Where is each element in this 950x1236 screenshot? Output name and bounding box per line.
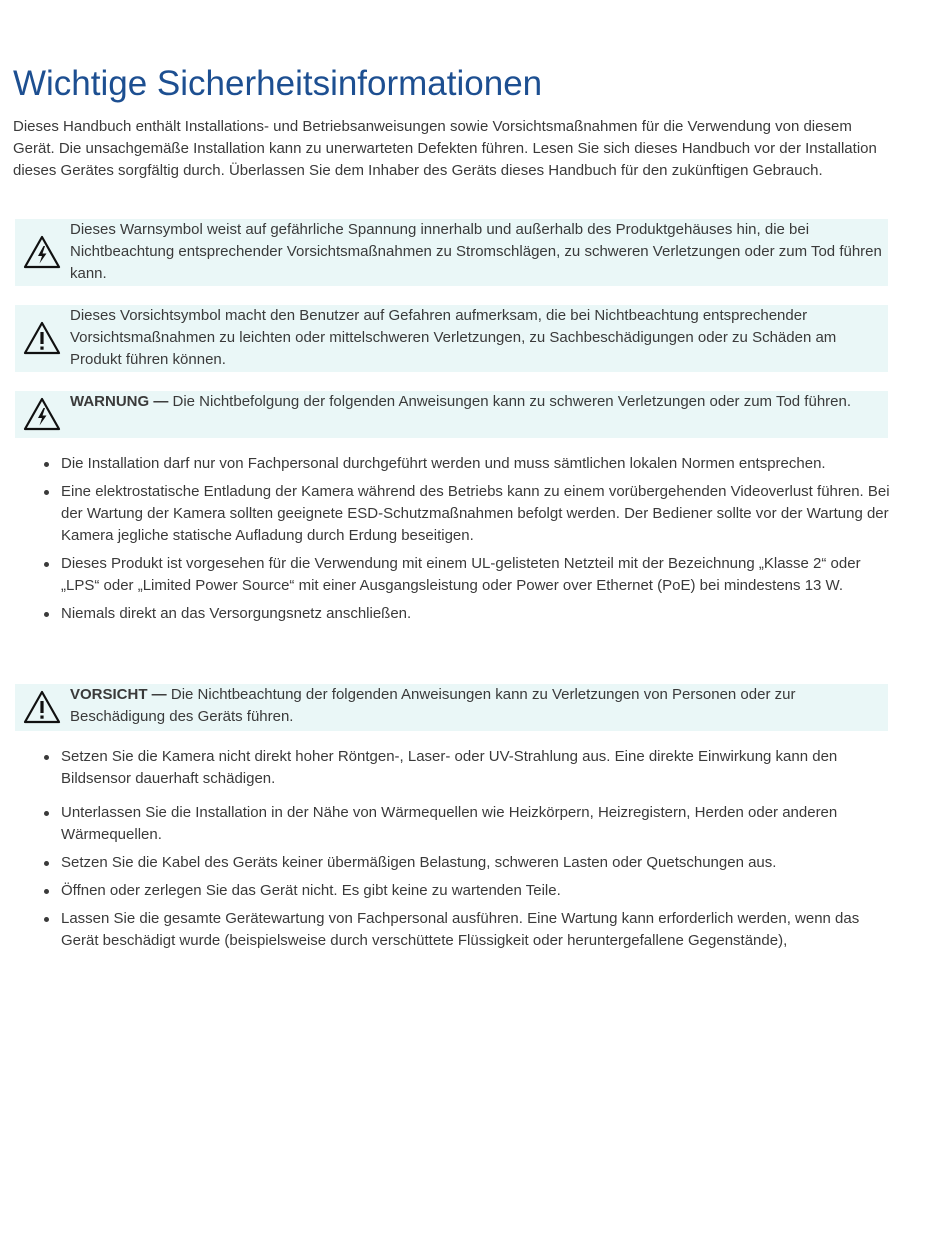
caution-list — [13, 746, 893, 952]
list-item: Lassen Sie die gesamte Gerätewartung von Fachpersonal ausführen. Eine Wartung kann erforderlich werden, wenn das Gerät beschädigt wurde (beispielsweise durch verschüttete Flüssigkeit oder heruntergefallene Gegenstände), — [13, 908, 893, 952]
list-item: Setzen Sie die Kamera nicht direkt hoher Röntgen-, Laser- oder UV-Strahlung aus. Eine direkte Einwirkung kann den Bildsensor dauerhaft schädigen. — [13, 746, 893, 790]
voltage-notice-text: Dieses Warnsymbol weist auf gefährliche Spannung innerhalb und außerhalb des Produktgehäuses hin, die bei Nichtbeachtung entsprechender Vorsichtsmaßnahmen zu Stromschlägen, zu schweren Verletzungen oder zum Tod führen kann. — [70, 221, 882, 282]
list-item: Öffnen oder zerlegen Sie das Gerät nicht. Es gibt keine zu wartenden Teile. — [13, 880, 893, 902]
electrical-hazard-icon — [23, 397, 61, 431]
caution-exclamation-icon — [23, 690, 61, 724]
intro-paragraph: Dieses Handbuch enthält Installations- und Betriebsanweisungen sowie Vorsichtsmaßnahmen für die Verwendung von diesem Gerät. Die unsachgemäße Installation kann zu unerwarteten Defekten führen. Lesen Sie sich dieses Handbuch vor der Installation dieses Gerätes sorgfältig durch. Überlassen Sie dem Inhaber des Geräts dieses Handbuch für den zukünftigen Gebrauch. — [13, 118, 877, 179]
caution-symbol-notice-text: Dieses Vorsichtsymbol macht den Benutzer auf Gefahren aufmerksam, die bei Nichtbeachtung entsprechender Vorsichtsmaßnahmen zu leichten oder mittelschweren Verletzungen, zu Sachbeschädigungen oder zu Schäden am Produkt führen können. — [70, 307, 837, 368]
voltage-notice — [15, 219, 888, 286]
list-item: Die Installation darf nur von Fachpersonal durchgeführt werden und muss sämtlichen lokalen Normen entsprechen. — [13, 453, 893, 475]
caution-notice — [15, 684, 888, 731]
electrical-hazard-icon — [23, 235, 61, 269]
list-item: Setzen Sie die Kabel des Geräts keiner übermäßigen Belastung, schweren Lasten oder Quetschungen aus. — [13, 852, 893, 874]
list-item: Unterlassen Sie die Installation in der Nähe von Wärmequellen wie Heizkörpern, Heizregistern, Herden oder anderen Wärmequellen. — [13, 802, 893, 846]
list-item: Dieses Produkt ist vorgesehen für die Verwendung mit einem UL-gelisteten Netzteil mit der Bezeichnung „Klasse 2“ oder „LPS“ oder „Limited Power Source“ mit einer Ausgangsleistung oder Power over Ethernet (PoE) bei mindestens 13 W. — [13, 553, 893, 597]
warning-list — [13, 453, 893, 625]
caution-text: Die Nichtbeachtung der folgenden Anweisungen kann zu Verletzungen von Personen oder zur Beschädigung des Geräts führen. — [70, 686, 796, 725]
warning-text: Die Nichtbefolgung der folgenden Anweisungen kann zu schweren Verletzungen oder zum Tod führen. — [168, 393, 852, 410]
list-item: Eine elektrostatische Entladung der Kamera während des Betriebs kann zu einem vorübergehenden Videoverlust führen. Bei der Wartung der Kamera sollten geeignete ESD-Schutzmaßnahmen befolgt werden. Der Bediener sollte vor der Wartung der Kamera jegliche statische Aufladung durch Erdung beseitigen. — [13, 481, 893, 547]
caution-exclamation-icon — [23, 321, 61, 355]
warning-notice-text — [70, 391, 888, 413]
caution-symbol-notice — [15, 305, 888, 372]
page-title: Wichtige Sicherheitsinformationen — [13, 64, 543, 103]
caution-label: VORSICHT — — [70, 686, 167, 703]
list-item: Niemals direkt an das Versorgungsnetz anschließen. — [13, 603, 893, 625]
warning-label: WARNUNG — — [70, 393, 169, 410]
warning-notice — [15, 391, 888, 438]
caution-notice-text — [70, 684, 888, 728]
